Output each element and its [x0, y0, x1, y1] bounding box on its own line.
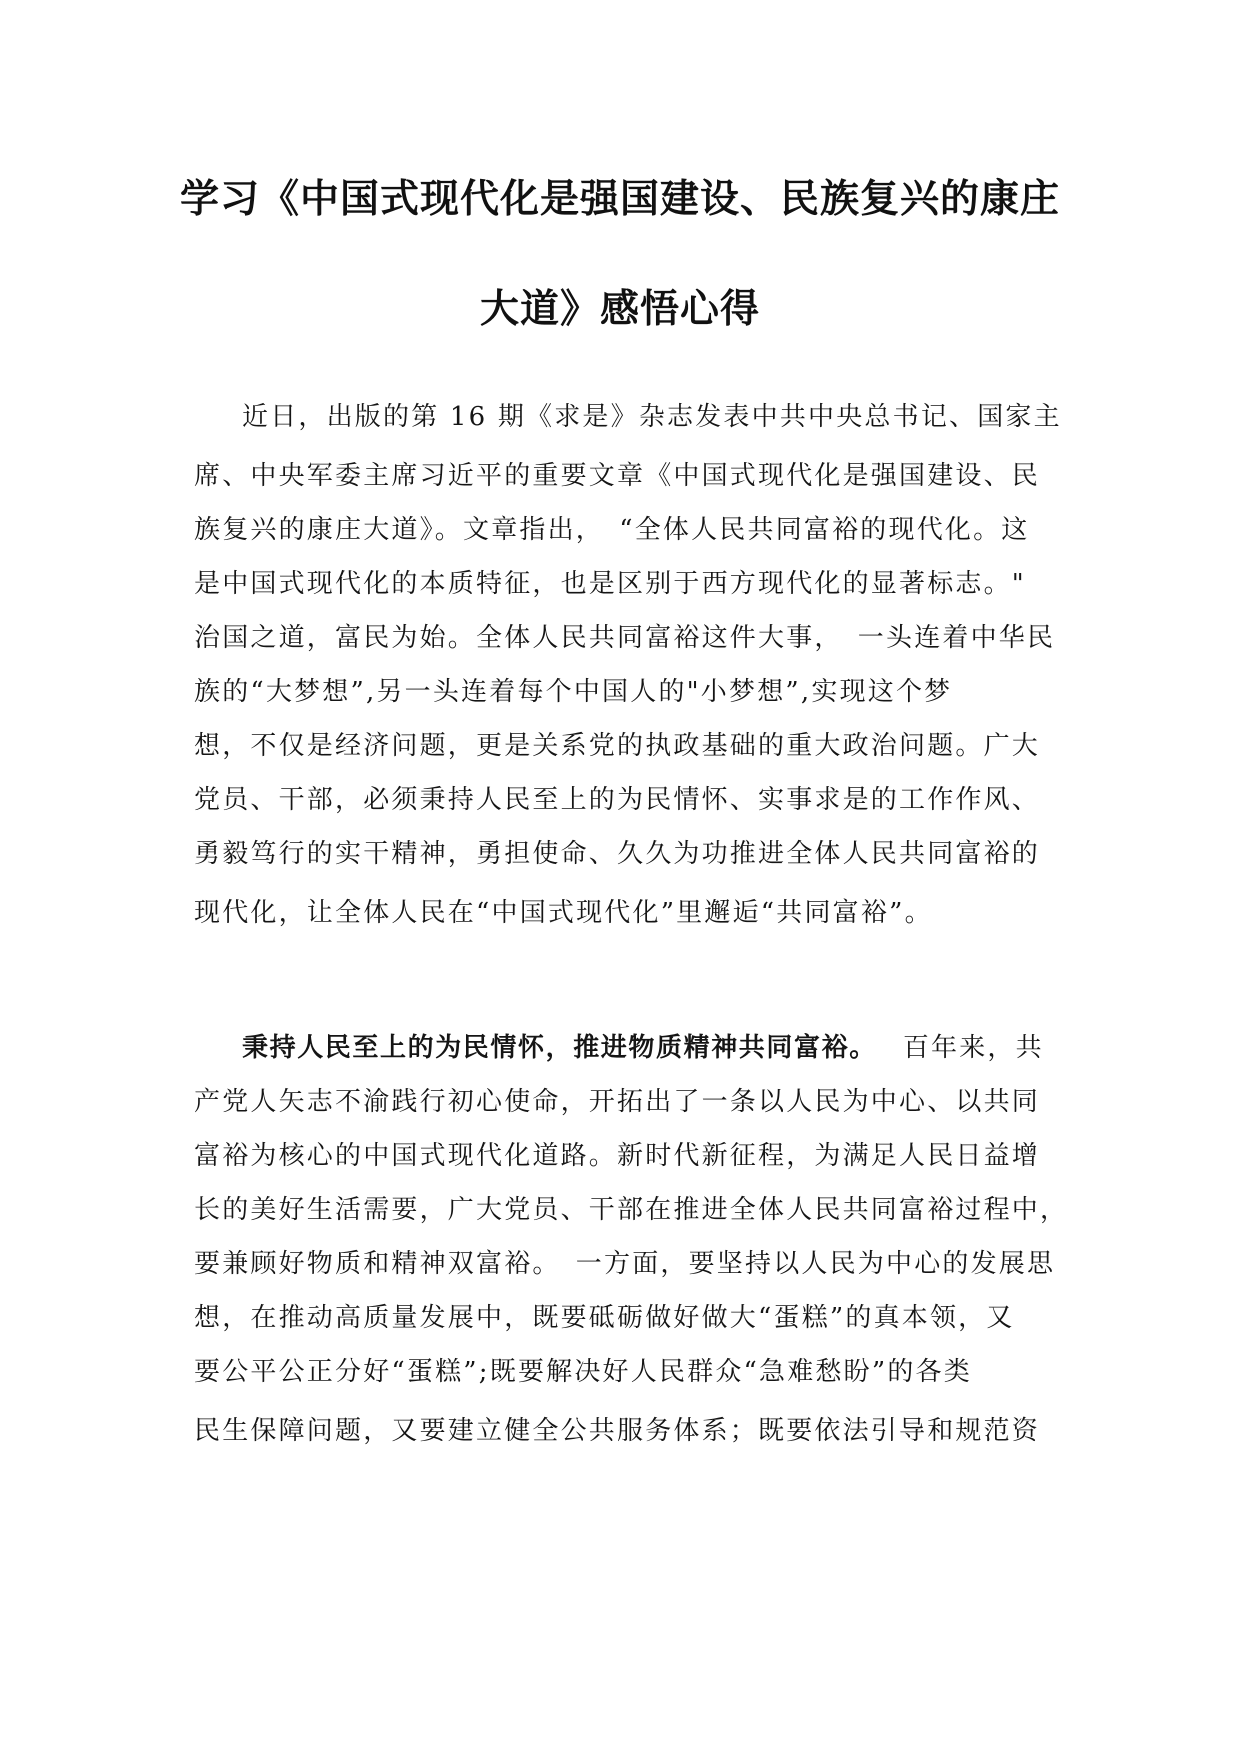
document-title-line-2: 大道》感悟心得	[479, 287, 760, 332]
paragraph-1-line-3: 族复兴的康庄大道》。文章指出， “全体人民共同富裕的现代化。这	[194, 515, 1030, 545]
paragraph-1-line-7: 想，不仅是经济问题，更是关系党的执政基础的重大政治问题。广大	[194, 731, 1041, 761]
paragraph-2-line-7: 要公平公正分好“蛋糕”;既要解决好人民群众“急难愁盼”的各类	[194, 1357, 972, 1387]
paragraph-2-line-3: 富裕为核心的中国式现代化道路。新时代新征程，为满足人民日益增	[194, 1141, 1041, 1171]
document-title-line-1: 学习《中国式现代化是强国建设、民族复兴的康庄	[179, 177, 1060, 222]
paragraph-1-line-8: 党员、干部，必须秉持人民至上的为民情怀、实事求是的工作作风、	[194, 785, 1041, 815]
paragraph-1-line-5: 治国之道，富民为始。全体人民共同富裕这件大事， 一头连着中华民	[194, 623, 1056, 653]
paragraph-2-line-4: 长的美好生活需要，广大党员、干部在推进全体人民共同富裕过程中，	[194, 1195, 1069, 1225]
paragraph-2-line-1-rest: 百年来，共	[902, 1033, 1044, 1063]
paragraph-1-line-6: 族的“大梦想”,另一头连着每个中国人的"小梦想”,实现这个梦	[194, 677, 953, 707]
paragraph-2-line-5: 要兼顾好物质和精神双富裕。 一方面，要坚持以人民为中心的发展思	[194, 1249, 1056, 1279]
paragraph-2-line-6: 想，在推动高质量发展中，既要砥砺做好做大“蛋糕”的真本领，又	[194, 1303, 1015, 1333]
paragraph-1-line-9: 勇毅笃行的实干精神，勇担使命、久久为功推进全体人民共同富裕的	[194, 839, 1041, 869]
paragraph-1-line-10: 现代化，让全体人民在“中国式现代化”里邂逅“共同富裕”。	[194, 898, 933, 928]
paragraph-1-line-1: 近日，出版的第 16 期《求是》杂志发表中共中央总书记、国家主	[242, 402, 1062, 432]
paragraph-2-line-2: 产党人矢志不渝践行初心使命，开拓出了一条以人民为中心、以共同	[194, 1087, 1041, 1117]
paragraph-1-line-2: 席、中央军委主席习近平的重要文章《中国式现代化是强国建设、民	[194, 461, 1041, 491]
paragraph-2-lead-sentence: 秉持人民至上的为民情怀，推进物质精神共同富裕。	[242, 1033, 877, 1063]
paragraph-2-line-1	[242, 1031, 1066, 1065]
paragraph-2-line-8: 民生保障问题，又要建立健全公共服务体系；既要依法引导和规范资	[194, 1416, 1041, 1446]
paragraph-1-line-4: 是中国式现代化的本质特征，也是区别于西方现代化的显著标志。"	[194, 569, 1026, 599]
